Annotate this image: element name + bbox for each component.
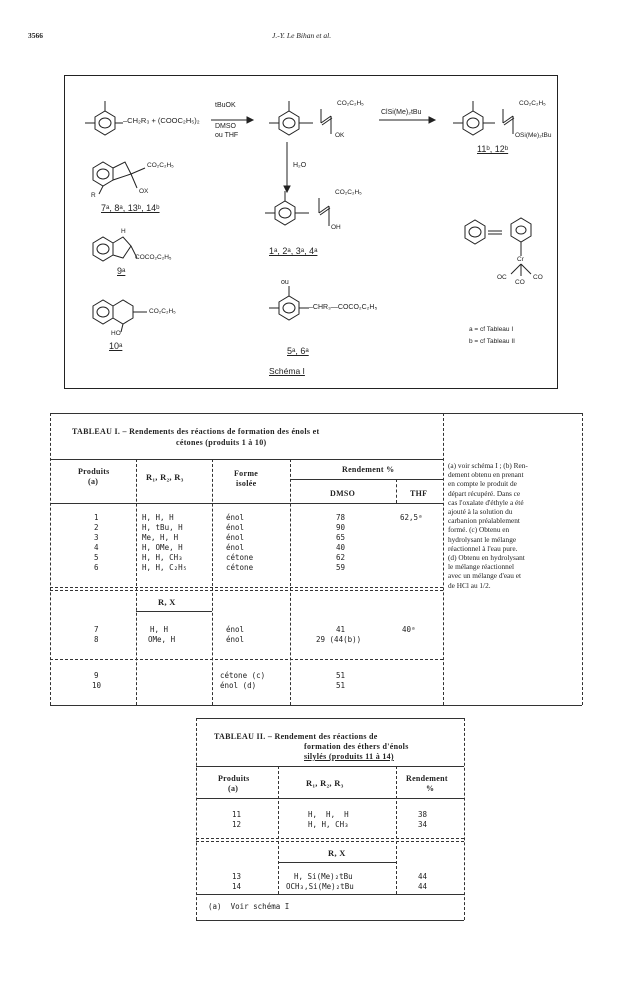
enol-ester: CO₂C₂H₅ xyxy=(335,189,362,196)
table-2-title-1: TABLEAU II. – Rendement des réactions de xyxy=(214,732,378,741)
complex-co-1: CO xyxy=(515,279,525,286)
reagent-alt: ou THF xyxy=(215,132,239,139)
t1-rows-c xyxy=(50,671,443,691)
silyl-ether-group: OSi(Me)₂tBu xyxy=(515,132,552,139)
enol-structure xyxy=(265,191,330,226)
table-row: 2 H, tBu, H énol 90 xyxy=(94,523,346,532)
running-head: J.-Y. Le Bihan et al. xyxy=(272,31,332,40)
t1-col-yield: Rendement % xyxy=(342,465,395,474)
indane-r: R xyxy=(91,192,96,199)
indane-structure xyxy=(93,162,145,194)
t2-subheader-rx: R, X xyxy=(328,848,346,858)
table-row: 8 OMe, H énol 29 (44(b)) xyxy=(94,635,362,644)
compound-10-structure xyxy=(93,300,147,332)
legend-a: a = cf Tableau I xyxy=(469,326,514,333)
t1-col-form-sub: isolée xyxy=(236,479,257,488)
table-1-title-1: TABLEAU I. – Rendements des réactions de formation des énols et xyxy=(72,427,320,436)
compound-label-1-4: 1ᵃ, 2ᵃ, 3ᵃ, 4ᵃ xyxy=(269,246,318,256)
compound-9-structure xyxy=(93,237,137,261)
reagent-base: tBuOK xyxy=(215,102,236,109)
complex-cr: Cr xyxy=(517,256,524,263)
t2-rows-a xyxy=(196,810,464,830)
compound-label-11-12: 11ᵇ, 12ᵇ xyxy=(477,144,509,154)
table-1 xyxy=(50,413,582,705)
t1-col-dmso: DMSO xyxy=(330,489,356,498)
t1-rows-a xyxy=(50,513,443,573)
t2-col-yield: Rendement xyxy=(406,774,448,783)
compound-9-h: H xyxy=(121,228,126,235)
ketone-structure xyxy=(269,286,309,320)
t2-footnote: (a) Voir schéma I xyxy=(208,902,290,911)
compound-label-10: 10ᵃ xyxy=(109,341,123,351)
ou-label: ou xyxy=(281,279,289,286)
table-row: 4 H, OMe, H énol 40 xyxy=(94,543,346,552)
t1-col-products: Produits xyxy=(78,467,110,476)
chromium-complex xyxy=(465,218,531,276)
page-number: 3566 xyxy=(28,31,43,40)
indane-ox: OX xyxy=(139,188,149,195)
legend-b: b = cf Tableau II xyxy=(469,338,515,345)
complex-co-2: CO xyxy=(533,274,543,281)
t2-col-products-sub: (a) xyxy=(228,784,239,793)
t1-col-products-sub: (a) xyxy=(88,477,99,486)
top-left-reactants: –CH₂R₃ + (COOC₂H₅)₂ xyxy=(123,116,200,125)
table-row: 6 H, H, C₂H₅ cétone 59 xyxy=(94,563,346,572)
arene-cr-ring-3 xyxy=(453,101,514,135)
table-row: 3 Me, H, H énol 65 xyxy=(94,533,346,542)
indane-ester: CO₂C₂H₅ xyxy=(147,162,174,169)
t1-rows-b xyxy=(50,625,443,645)
compound-9-group: COCO₂C₂H₅ xyxy=(135,254,172,261)
scheme-title: Schéma I xyxy=(269,366,305,376)
complex-oc: OC xyxy=(497,274,507,281)
t2-rows-b xyxy=(196,872,464,892)
t1-subheader-rx: R, X xyxy=(158,597,176,607)
enolate-ok: OK xyxy=(335,132,345,139)
compound-label-9: 9ᵃ xyxy=(117,266,126,276)
table-2 xyxy=(196,718,464,920)
enolate-ester: CO₂C₂H₅ xyxy=(337,100,364,107)
compound-label-5-6: 5ᵃ, 6ᵃ xyxy=(287,346,309,356)
table-1-title-2: cétones (produits 1 à 10) xyxy=(176,438,267,447)
compound-10-ester: CO₂C₂H₅ xyxy=(149,308,176,315)
table-row: 7 H, H énol 41 40ᵃ xyxy=(94,625,416,634)
arene-cr-ring-1 xyxy=(85,101,123,135)
compound-10-ho: HO xyxy=(111,330,121,337)
reagent-water: H₂O xyxy=(293,162,307,169)
table-row: 10 énol (d) 51 xyxy=(92,681,346,690)
t1-col-r: R₁, R₂, R₃ xyxy=(146,472,184,482)
table-row: 1 H, H, H énol 78 62,5ᵃ xyxy=(94,513,423,522)
table-row: 5 H, H, CH₃ cétone 62 xyxy=(94,553,346,562)
table-row: 14 OCH₃,Si(Me)₂tBu 44 xyxy=(232,882,428,891)
table-2-title-2: formation des éthers d'énols xyxy=(304,742,409,751)
scheme-box xyxy=(64,75,558,389)
table-row: 12 H, H, CH₃ 34 xyxy=(232,820,428,829)
t1-notes: (a) voir schéma I ; (b) Ren- dement obtenu en prenant en compte le produit de départ récupéré. Dans ce cas l'oxalate d'éthyle a été ajouté à la solution du carbanion préalablement formé. (c) Obtenu en hydrolysant le mélange réactionnel à l'eau pure. (d) Obtenu en hydrolysant le mélange réactionnel avec un mélange d'eau et de HCl au 1/2. xyxy=(448,461,528,590)
t2-col-products: Produits xyxy=(218,774,250,783)
table-2-title-3: silylés (produits 11 à 14) xyxy=(304,752,394,761)
table-row: 13 H, Si(Me)₂tBu 44 xyxy=(232,872,428,881)
t2-col-r: R₁, R₂, R₃ xyxy=(306,778,344,788)
silyl-ester: CO₂C₂H₅ xyxy=(519,100,546,107)
t1-col-thf: THF xyxy=(410,489,428,498)
ketoester-chain: –CHR₃—COCO₂C₂H₅ xyxy=(309,304,378,311)
t1-col-form: Forme xyxy=(234,469,259,478)
table-row: 9 cétone (c) 51 xyxy=(94,671,346,680)
reagent-solvent: DMSO xyxy=(215,123,236,130)
enol-oh: OH xyxy=(331,224,341,231)
table-row: 11 H, H, H 38 xyxy=(232,810,428,819)
compound-label-7-14: 7ᵃ, 8ᵃ, 13ᵇ, 14ᵇ xyxy=(101,203,160,213)
arene-cr-ring-2 xyxy=(269,101,332,135)
reagent-silyl: ClSi(Me)₂tBu xyxy=(381,109,422,116)
t2-col-yield-sub: % xyxy=(426,784,435,793)
